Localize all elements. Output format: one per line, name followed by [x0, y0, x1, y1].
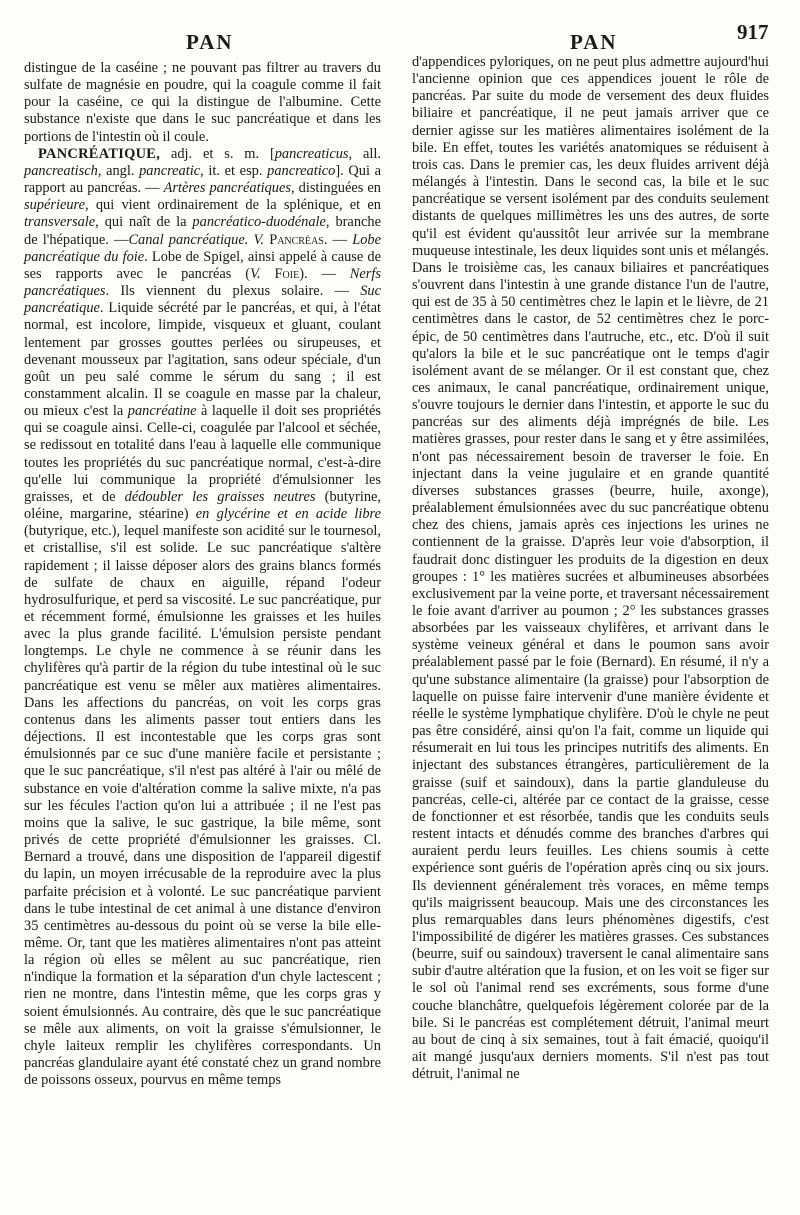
running-head-left: PAN [186, 30, 234, 54]
page-number: 917 [737, 20, 769, 44]
entry-pancreatique: PANCRÉATIQUE, adj. et s. m. [pancreaticus, all. pancreatisch, angl. pancreatic, it. et esp. pancreatico]. Qui a rapport au pancréas. — Artères pancréatiques, distinguées en supérieure, qui vient ordinairement de la splénique, et en transversale, qui naît de la pancréatico-duodénale, branche de l'hépatique. —Canal pancréatique. V. Pancréas. — Lobe pancréatique du foie. Lobe de Spigel, ainsi appelé à cause de ses rapports avec le pancréas (V. Foie). — Nerfs pancréatiques. Ils viennent du plexus solaire. — Suc pancréatique. Liquide sécrété par le pancréas, et qui, à l'état normal, est incolore, limpide, visqueux et gluant, coulant lentement par grosses gouttes perlées ou sirupeuses, et devenant mousseux par l'agitation, sans odeur spéciale, d'un goût un peu salé comme le sérum du sang ; il est constamment alcalin. Il se coagule en masse par la chaleur, ou mieux c'est la pancréatine à laquelle il doit ses propriétés qui se coagule ainsi. Celle-ci, coagulée par l'alcool et séchée, se redissout en totalité dans l'eau à laquelle elle communique toutes les propriétés du suc pancréatique normal, c'est-à-dire qu'elle lui communique la propriété d'émulsionner les graisses, et de dédoubler les graisses neutres (butyrine, oléine, margarine, stéarine) en glycérine et en acide libre (butyrique, etc.), lequel manifeste son acidité sur le tournesol, et cristallise, s'il est solide. Le suc pancréatique s'altère rapidement ; il laisse déposer alors des grains blancs formés de sulfate de chaux en aiguille, répand l'odeur hydrosulfurique, et perd sa viscosité. Le suc pancréatique, pur et récemment formé, émulsionne les graisses et les huiles avec la plus grande facilité. L'émulsion persiste pendant longtemps. Le chyle ne commence à se réunir dans les chylifères qu'à partir de la région du tube intestinal où le suc pancréatique est venu se mêler aux matières alimentaires. Dans les affections du pancréas, on voit les corps gras contenus dans les aliments passer tout entiers dans les déjections. Il est incontestable que les corps gras sont émulsionnés par ce suc d'une manière facile et persistante ; que le suc pancréatique, s'il n'est pas altéré à l'air ou mêlé de substance en voie d'altération comme la salive mixte, n'a pas sur les fécules l'action qu'on lui a attribuée ; il ne l'est pas moins que la salive, le suc gastrique, la bile même, sont privés de cette propriété d'émulsionner les graisses. Cl. Bernard a trouvé, dans une disposition de l'appareil digestif du lapin, un moyen irrécusable de la reproduire avec la plus parfaite précision et à volonté. Le suc pancréatique parvient dans le tube intestinal de cet animal à une distance d'environ 35 centimètres au-dessous du point où se verse la bile elle-même. Or, tant que les matières alimentaires n'ont pas atteint la région où elles se mêlent au suc pancréatique, rien n'indique la formation et la séparation d'un chyle lactescent ; rien ne montre, dans l'intestin même, que les corps gras y soient émulsionnés. Au contraire, dès que le suc pancréatique se mêle aux aliments, on voit la graisse s'émulsionner, le chyle laiteux remplir les chylifères correspondants. Un pancréas glandulaire ayant été constaté chez un grand nombre de poissons osseux, pourvus en même temps [24, 145, 382, 1089]
headword: PANCRÉATIQUE, [38, 145, 161, 162]
right-column [412, 54, 769, 1083]
continued-paragraph: distingue de la caséine ; ne pouvant pas filtrer au travers du sulfate de magnésie en poudre, qui la coagule comme il fait pour la caséine, ce qui la distingue de l'albumine. Cette substance n'existe que dans le suc pancréatique et dans les portions de l'intestin où il coule. [24, 60, 381, 145]
left-column [24, 60, 381, 1089]
running-head-right: PAN [570, 30, 618, 54]
continued-paragraph: d'appendices pyloriques, on ne peut plus admettre aujourd'hui l'ancienne opinion que ces appendices jouent le rôle de pancréas. Par suite du mode de versement des deux fluides biliaire et pancréatique, il ne peut jamais arriver que ce dernier agisse sur les matières alimentaires isolément de la bile. En effet, toutes les variétés anatomiques se réduisent à trois cas. Dans le premier cas, les deux fluides arrivent déjà mélangés à l'intestin. Dans le second cas, la bile et le suc pancréatique se versent isolément par des conduits seulement distants de quelques millimètres les uns des autres, de sorte qu'il est évident qu'aussitôt leur arrivée sur la membrane muqueuse intestinale, les deux liquides sont unis et mélangés. Dans le troisième cas, les canaux biliaires et pancréatiques s'ouvrent dans l'intestin à une grande distance l'un de l'autre, qui est de 35 à 50 centimètres chez le lapin et le lièvre, de 21 centimètres dans le castor, de 52 centimètres chez le porc-épic, de 50 centimètres dans l'autruche, etc., etc. D'où il suit qu'alors la bile et le suc pancréatique ont le temps d'agir isolément avant de se mélanger. Or il est constant que, chez ces animaux, le canal pancréatique, ordinairement unique, s'ouvre toujours le dernier dans l'intestin, et apporte le suc du pancréas sur des aliments déjà imprégnés de bile. Les matières grasses, pour rester dans le sang et y être assimilées, n'ont pas nécessairement besoin de traverser le foie. En injectant dans la veine jugulaire et en grande quantité diverses substances grasses (beurre, huile, axonge), préalablement émulsionnées avec du suc pancréatique obtenu chez des chiens, jamais après ces injections les urines ne contiennent de la graisse. D'après leur voie d'absorption, il faudrait donc distinguer les produits de la digestion en deux groupes : 1° les matières sucrées et albumineuses absorbées exclusivement par la veine porte, et traversant nécessairement le foie avant d'arriver au poumon ; 2° les substances grasses absorbées par les vaisseaux chylifères, et arrivant dans le système veineux général et dans le poumon sans avoir préalablement passé par le foie (Bernard). En résumé, il n'y a qu'une substance alimentaire (la graisse) pour l'absorption de laquelle on puisse faire intervenir d'une manière évidente et réelle le système lymphatique chylifère. D'où le chyle ne peut pas être considéré, ainsi qu'on l'a fait, comme un liquide qui résumerait en lui tous les principes nutritifs des aliments. En injectant des substances étrangères, particulièrement de la graisse (suif et saindoux), dans la partie glanduleuse du pancréas, celle-ci, altérée par ce contact de la graisse, cesse de fonctionner et est résorbée, tandis que les conduits seuls restent intacts et dénudés comme des branches d'arbres qui auraient perdu leurs feuilles. Les chiens soumis à cette expérience sont guéris de l'opération après cinq ou six jours. Ils deviennent généralement très voraces, en même temps qu'ils maigrissent beaucoup. Mais une des circonstances les plus remarquables dans leurs phénomènes digestifs, c'est l'impossibilité de digérer les matières grasses. Ces substances (beurre, suif ou saindoux) traversent le canal alimentaire sans subir d'autre altération que la fusion, et on les voit se figer sur le sol où l'animal rend ses excréments, sous forme d'une couche blanchâtre, quelquefois légèrement colorée par de la bile. Si le pancréas est complétement détruit, l'animal meurt au bout de cinq à six semaines, tout à fait émacié, quoiqu'il ait mangé jusqu'aux derniers moments. S'il n'est pas tout détruit, l'animal ne [412, 54, 769, 1083]
